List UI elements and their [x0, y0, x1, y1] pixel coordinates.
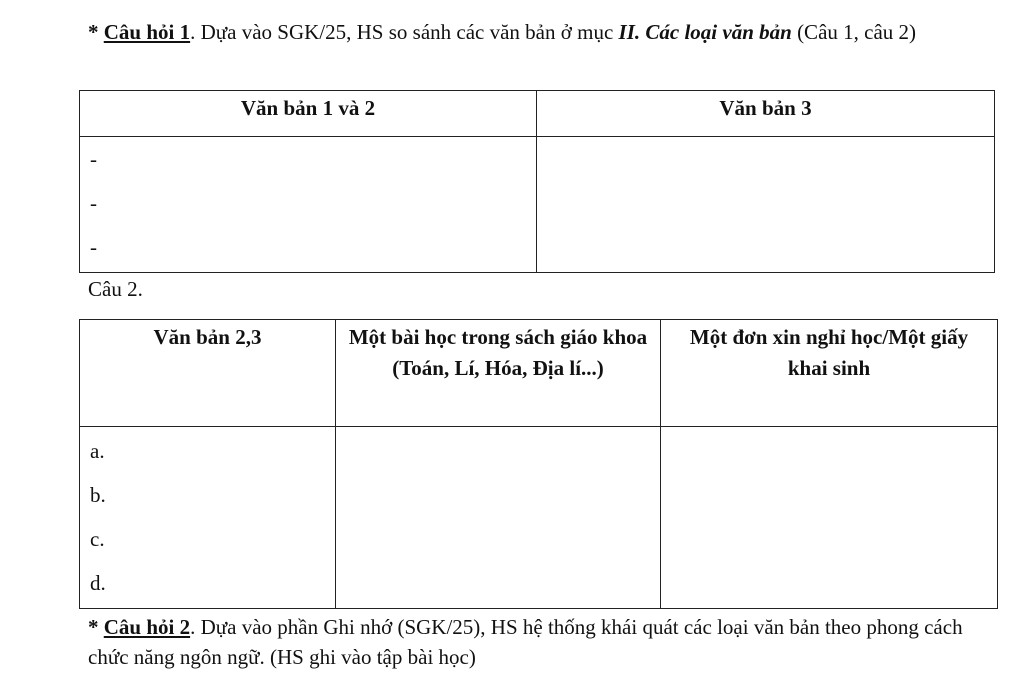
table2-line: a. [90, 439, 105, 463]
question-2 [88, 612, 988, 672]
comparison-table-2 [79, 319, 998, 609]
table2-line: d. [90, 571, 106, 595]
question-1 [88, 17, 988, 47]
table2-cell-col1[interactable] [80, 427, 336, 609]
q1-label: Câu hỏi 1 [103, 20, 191, 44]
table2-line: b. [90, 483, 106, 507]
q2-label: Câu hỏi 2 [103, 615, 191, 639]
cau-2-label: Câu 2. [88, 277, 143, 301]
q1-text-1: . Dựa vào SGK/25, HS so sánh các văn bản ở mục [190, 20, 619, 44]
q1-prefix: * [88, 20, 104, 44]
table2-header-2: Một bài học trong sách giáo khoa (Toán, Lí, Hóa, Địa lí...) [336, 320, 661, 427]
table2-line: c. [90, 527, 105, 551]
table1-line: - [90, 147, 97, 171]
table1-header-2: Văn bản 3 [537, 91, 995, 137]
table1-line: - [90, 191, 97, 215]
comparison-table-1 [79, 90, 995, 273]
q1-emphasis: II. Các loại văn bản [618, 20, 792, 44]
table2-cell-col2[interactable] [336, 427, 661, 609]
table2-header-1: Văn bản 2,3 [80, 320, 336, 427]
table1-cell-col1[interactable] [80, 137, 537, 273]
table1-header-1: Văn bản 1 và 2 [80, 91, 537, 137]
table1-line: - [90, 235, 97, 259]
q1-text-2: (Câu 1, câu 2) [791, 20, 917, 44]
q2-text: . Dựa vào phần Ghi nhớ (SGK/25), HS hệ thống khái quát các loại văn bản theo phong cách chức năng ngôn ngữ. (HS ghi vào tập bài học) [88, 615, 963, 669]
table1-cell-col2[interactable] [537, 137, 995, 273]
table2-header-3: Một đơn xin nghỉ học/Một giấy khai sinh [661, 320, 998, 427]
table2-cell-col3[interactable] [661, 427, 998, 609]
q2-prefix: * [88, 615, 104, 639]
